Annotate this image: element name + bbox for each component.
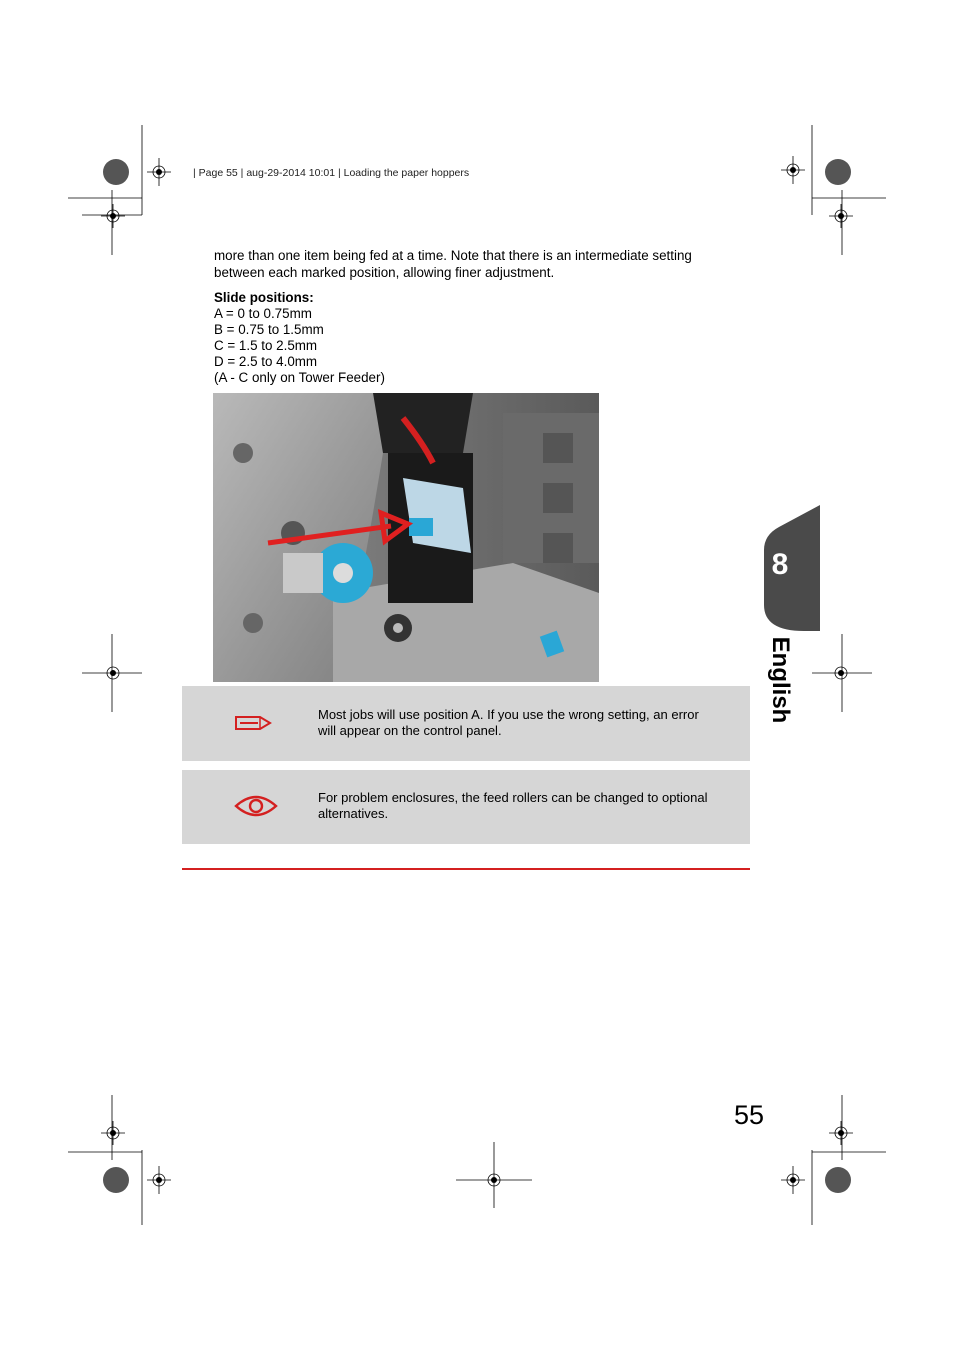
tip-note-line-1: Most jobs will use position A. If you use the wrong setting, an error	[318, 707, 699, 722]
slide-position-a: A = 0 to 0.75mm	[214, 306, 312, 321]
info-note-line-1: For problem enclosures, the feed rollers can be changed to optional	[318, 790, 708, 805]
slide-position-note: (A - C only on Tower Feeder)	[214, 370, 385, 385]
language-label: English	[767, 636, 794, 724]
pencil-icon	[234, 713, 272, 733]
chapter-number: 8	[771, 548, 789, 581]
slide-position-b: B = 0.75 to 1.5mm	[214, 322, 324, 337]
hopper-mechanism-photo	[213, 393, 599, 682]
tip-note-line-2: will appear on the control panel.	[318, 722, 502, 738]
slide-position-c: C = 1.5 to 2.5mm	[214, 338, 318, 353]
eye-icon	[234, 794, 278, 818]
intro-line-1: more than one item being fed at a time. Note that there is an intermediate setting	[214, 248, 692, 263]
info-note	[182, 770, 750, 844]
slide-positions-title: Slide positions:	[214, 290, 314, 305]
info-note-line-2: alternatives.	[318, 805, 389, 821]
intro-line-2: between each marked position, allowing finer adjustment.	[214, 265, 555, 280]
tip-note	[182, 686, 750, 761]
running-head: | Page 55 | aug-29-2014 10:01 | Loading the paper hoppers	[193, 167, 470, 179]
slide-position-d: D = 2.5 to 4.0mm	[214, 354, 318, 369]
slide-positions	[214, 290, 385, 386]
section-divider	[182, 868, 750, 870]
page-number: 55	[733, 1100, 764, 1130]
intro-paragraph	[214, 247, 744, 281]
